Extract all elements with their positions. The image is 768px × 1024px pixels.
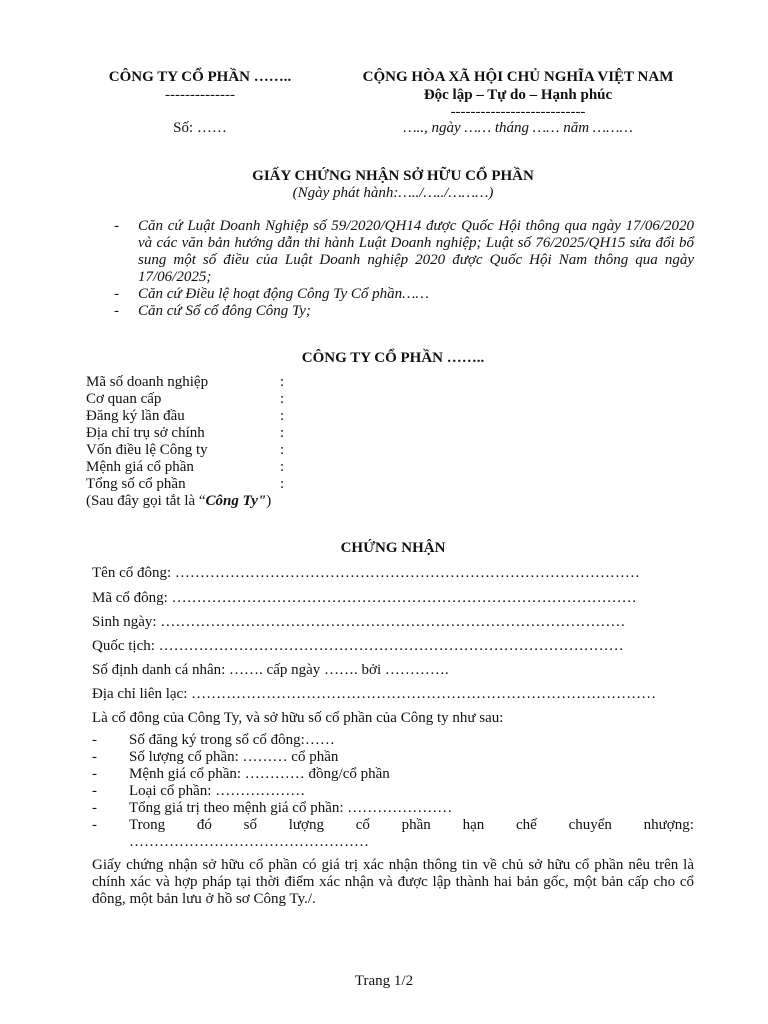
legal-basis-item xyxy=(114,303,694,320)
list-dash: - xyxy=(114,218,119,234)
list-item-text: Số đăng ký trong sổ cổ đông:…… xyxy=(129,732,335,748)
birth-date-field: Sinh ngày: ………………………………………………………………………………… xyxy=(92,614,626,630)
info-row xyxy=(86,391,386,408)
info-row xyxy=(86,476,386,493)
company-info-table xyxy=(86,374,386,510)
info-colon: : xyxy=(280,408,285,424)
list-dash: - xyxy=(92,800,97,816)
restricted-shares-label: Trong đó số lượng cổ phần hạn chế chuyển nhượng: xyxy=(129,817,694,833)
list-item-text: Tổng giá trị theo mệnh giá cổ phần: ………………… xyxy=(129,800,453,816)
list-dash: - xyxy=(92,766,97,782)
list-dash: - xyxy=(92,783,97,799)
page-number: Trang 1/2 xyxy=(354,973,414,989)
note-suffix: ) xyxy=(266,493,272,509)
shareholder-name-field: Tên cổ đông: ………………………………………………………………………………… xyxy=(92,565,640,581)
info-label: Cơ quan cấp xyxy=(86,391,162,407)
note-prefix: (Sau đây gọi tắt là “ xyxy=(86,493,206,509)
note-emphasis: Công Ty" xyxy=(205,493,267,509)
legal-basis-text: Căn cứ Điều lệ hoạt động Công Ty Cổ phần…… xyxy=(138,286,429,302)
personal-id-field: Số định danh cá nhân: ……. cấp ngày ……. bởi …………. xyxy=(92,662,449,678)
info-label: Đăng ký lần đầu xyxy=(86,408,185,424)
info-colon: : xyxy=(280,476,285,492)
certify-heading: CHỨNG NHẬN xyxy=(340,540,446,556)
list-item xyxy=(92,783,694,800)
share-details-list xyxy=(92,732,694,851)
company-section-heading: CÔNG TY CỔ PHẦN …….. xyxy=(301,350,485,366)
country-name: CỘNG HÒA XÃ HỘI CHỦ NGHĨA VIỆT NAM xyxy=(362,69,674,85)
info-row xyxy=(86,374,386,391)
info-row xyxy=(86,425,386,442)
info-row xyxy=(86,408,386,425)
restricted-shares-blank: ………………………………………… xyxy=(129,834,369,850)
legal-basis-text: Căn cứ Luật Doanh Nghiệp số 59/2020/QH14 được Quốc Hội thông qua ngày 17/06/2020 và các văn bản hướng dẫn thi hành Luật Doanh nghiệp; Luật số 76/2025/QH15 sửa đổi bổ sung một số điều của Luật Doanh nghiệp 2020 được Quốc Hội Nam thông qua ngày 17/06/2025; xyxy=(138,218,694,285)
info-label: Tổng số cổ phần xyxy=(86,476,186,492)
list-dash: - xyxy=(92,817,97,833)
info-row xyxy=(86,442,386,459)
list-dash: - xyxy=(92,732,97,748)
list-dash: - xyxy=(92,749,97,765)
company-rule: -------------- xyxy=(165,87,235,103)
issue-date: (Ngày phát hành:…../…../………) xyxy=(292,185,494,201)
ownership-intro: Là cổ đông của Công Ty, và sở hữu số cổ phần của Công ty như sau: xyxy=(92,710,504,726)
list-item xyxy=(92,766,694,783)
nationality-field: Quốc tịch: ………………………………………………………………………………… xyxy=(92,638,624,654)
legal-bases-list xyxy=(114,218,694,320)
info-label: Địa chỉ trụ sở chính xyxy=(86,425,205,441)
company-name-header: CÔNG TY CỔ PHẦN …….. xyxy=(108,69,292,85)
shareholder-code-field: Mã cổ đông: ………………………………………………………………………………… xyxy=(92,590,637,606)
national-motto: Độc lập – Tự do – Hạnh phúc xyxy=(423,87,613,103)
document-title: GIẤY CHỨNG NHẬN SỞ HỮU CỔ PHẦN xyxy=(252,168,534,184)
legal-basis-item xyxy=(114,286,694,303)
list-item-restricted-shares xyxy=(92,817,694,851)
info-colon: : xyxy=(280,391,285,407)
list-dash: - xyxy=(114,286,119,302)
list-item-text: Mệnh giá cổ phần: ………… đồng/cổ phần xyxy=(129,766,390,782)
info-colon: : xyxy=(280,459,285,475)
info-label: Mệnh giá cổ phần xyxy=(86,459,194,475)
date-line: ….., ngày …… tháng …… năm ……… xyxy=(403,120,633,136)
list-item xyxy=(92,732,694,749)
info-label: Mã số doanh nghiệp xyxy=(86,374,209,390)
legal-basis-item xyxy=(114,218,694,286)
list-item-text: Loại cổ phần: ……………… xyxy=(129,783,306,799)
document-number: Số: …… xyxy=(173,120,227,136)
info-colon: : xyxy=(280,374,285,390)
motto-rule: --------------------------- xyxy=(450,104,586,120)
list-item xyxy=(92,800,694,817)
company-alias-note xyxy=(86,493,386,510)
list-dash: - xyxy=(114,303,119,319)
info-row xyxy=(86,459,386,476)
list-item-text: Số lượng cổ phần: ……… cổ phần xyxy=(129,749,339,765)
closing-paragraph: Giấy chứng nhận sở hữu cổ phần có giá trị xác nhận thông tin về chủ sở hữu cổ phần nêu trên là chính xác và hợp pháp tại thời điểm xác nhận và được lập thành hai bản gốc, một bản cấp cho cổ đông, một bản lưu ở hồ sơ Công Ty./. xyxy=(92,857,694,907)
list-item xyxy=(92,749,694,766)
info-label: Vốn điều lệ Công ty xyxy=(86,442,208,458)
info-colon: : xyxy=(280,425,285,441)
contact-address-field: Địa chỉ liên lạc: ………………………………………………………………………………… xyxy=(92,686,657,702)
info-colon: : xyxy=(280,442,285,458)
legal-basis-text: Căn cứ Sổ cổ đông Công Ty; xyxy=(138,303,311,319)
